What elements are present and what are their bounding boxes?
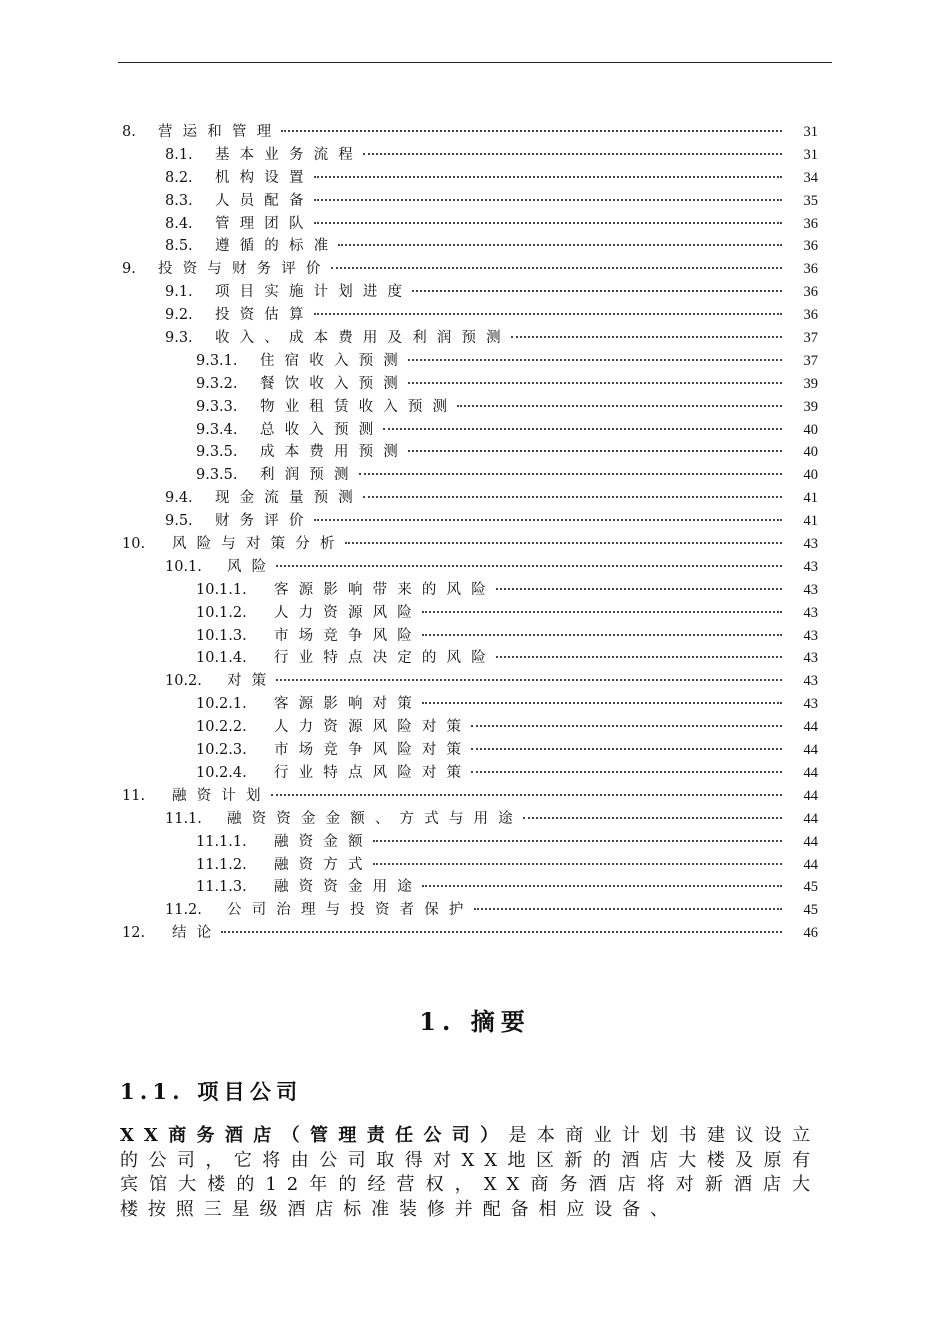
toc-entry-number: 10.2. — [165, 673, 202, 690]
toc-entry[interactable] — [118, 807, 818, 830]
toc-entry-title: 投资估算 — [215, 307, 314, 324]
toc-entry[interactable] — [118, 669, 818, 692]
toc-dot-leader — [496, 588, 782, 590]
toc-entry[interactable] — [118, 166, 818, 189]
toc-entry-title: 餐饮收入预测 — [260, 375, 408, 392]
toc-entry-title: 融资方式 — [274, 856, 373, 873]
toc-dot-leader — [408, 382, 782, 384]
toc-entry[interactable] — [118, 921, 818, 944]
toc-entry-number: 11.1. — [165, 810, 202, 827]
toc-entry-number: 8.3. — [165, 192, 193, 209]
toc-entry-page: 40 — [803, 444, 818, 461]
toc-entry-title: 风险 — [227, 558, 277, 575]
toc-entry[interactable] — [118, 120, 818, 143]
toc-entry-number: 11.1.1. — [196, 833, 247, 850]
toc-entry-page: 41 — [803, 513, 818, 530]
toc-dot-leader — [471, 748, 782, 750]
toc-entry[interactable] — [118, 761, 818, 784]
toc-entry-number: 8.5. — [165, 238, 193, 255]
toc-dot-leader — [276, 679, 782, 681]
toc-entry-page: 43 — [803, 673, 818, 690]
toc-entry-number: 8.4. — [165, 215, 193, 232]
toc-entry-number: 9. — [122, 261, 136, 278]
toc-entry[interactable] — [118, 830, 818, 853]
toc-entry-title: 融资资金用途 — [274, 879, 422, 896]
toc-entry-page: 36 — [803, 284, 818, 301]
toc-entry-number: 9.3.5. — [196, 444, 238, 461]
toc-entry-number: 8.2. — [165, 169, 193, 186]
toc-dot-leader — [511, 336, 782, 338]
toc-entry-number: 11.2. — [165, 902, 202, 919]
toc-entry-page: 45 — [803, 879, 818, 896]
toc-dot-leader — [471, 771, 782, 773]
toc-entry[interactable] — [118, 486, 818, 509]
toc-dot-leader — [276, 565, 782, 567]
toc-entry[interactable] — [118, 738, 818, 761]
toc-entry-page: 46 — [803, 925, 818, 942]
toc-entry[interactable] — [118, 326, 818, 349]
toc-entry-number: 8. — [122, 124, 136, 140]
toc-entry-title: 客源影响对策 — [274, 696, 422, 713]
toc-entry-page: 37 — [803, 330, 818, 347]
toc-entry-title: 物业租赁收入预测 — [260, 398, 458, 415]
toc-entry-title: 人力资源风险对策 — [274, 719, 472, 736]
toc-entry-page: 44 — [803, 810, 818, 827]
toc-entry-title: 利润预测 — [260, 467, 359, 484]
toc-entry-number: 11. — [122, 787, 146, 804]
toc-dot-leader — [422, 702, 782, 704]
toc-entry-title: 人员配备 — [215, 192, 314, 209]
toc-entry-title: 融资资金金额、方式与用途 — [227, 810, 523, 827]
toc-dot-leader — [363, 496, 782, 498]
toc-entry[interactable] — [118, 784, 818, 807]
toc-dot-leader — [221, 931, 782, 933]
toc-entry-title: 营运和管理 — [158, 124, 282, 140]
toc-entry[interactable] — [118, 418, 818, 441]
toc-dot-leader — [408, 450, 782, 452]
toc-entry[interactable] — [118, 898, 818, 921]
toc-entry-number: 10.1.3. — [196, 627, 247, 644]
toc-entry[interactable] — [118, 463, 818, 486]
toc-entry[interactable] — [118, 303, 818, 326]
toc-entry[interactable] — [118, 440, 818, 463]
toc-entry-number: 9.3. — [165, 330, 193, 347]
toc-entry-title: 项目实施计划进度 — [215, 284, 413, 301]
subsection-heading: 1.1. 项目公司 — [120, 1079, 303, 1104]
toc-entry-number: 10.1.4. — [196, 650, 247, 667]
toc-entry-title: 住宿收入预测 — [260, 352, 408, 369]
toc-dot-leader — [271, 794, 782, 796]
toc-entry-title: 基本业务流程 — [215, 146, 363, 163]
toc-entry-page: 31 — [803, 146, 818, 163]
toc-entry-page: 43 — [803, 696, 818, 713]
toc-dot-leader — [281, 130, 782, 132]
toc-dot-leader — [422, 885, 782, 887]
table-of-contents — [118, 120, 818, 944]
toc-entry[interactable] — [118, 578, 818, 601]
toc-entry-title: 行业特点风险对策 — [274, 764, 472, 781]
toc-entry-title: 总收入预测 — [260, 421, 384, 438]
toc-entry-number: 10.1.2. — [196, 604, 247, 621]
toc-entry[interactable] — [118, 257, 818, 280]
header-rule — [118, 62, 832, 63]
toc-entry[interactable] — [118, 601, 818, 624]
toc-entry-number: 10.1. — [165, 558, 202, 575]
toc-entry-number: 10.1.1. — [196, 581, 247, 598]
toc-entry[interactable] — [118, 715, 818, 738]
toc-dot-leader — [331, 267, 782, 269]
toc-dot-leader — [383, 428, 782, 430]
toc-entry-number: 8.1. — [165, 146, 193, 163]
toc-entry-page: 43 — [803, 581, 818, 598]
toc-entry-number: 9.3.3. — [196, 398, 238, 415]
toc-entry-page: 44 — [803, 742, 818, 759]
toc-entry-title: 客源影响带来的风险 — [274, 581, 496, 598]
toc-dot-leader — [314, 222, 782, 224]
toc-entry[interactable] — [118, 395, 818, 418]
toc-entry-page: 41 — [803, 490, 818, 507]
toc-entry-title: 遵循的标准 — [215, 238, 339, 255]
toc-entry-page: 44 — [803, 719, 818, 736]
toc-entry-page: 45 — [803, 902, 818, 919]
toc-entry-title: 行业特点决定的风险 — [274, 650, 496, 667]
toc-entry[interactable] — [118, 509, 818, 532]
toc-entry[interactable] — [118, 234, 818, 257]
toc-dot-leader — [363, 153, 782, 155]
toc-entry-page: 44 — [803, 787, 818, 804]
toc-entry-number: 9.4. — [165, 490, 193, 507]
toc-entry-number: 9.5. — [165, 513, 193, 530]
toc-entry-number: 10.2.3. — [196, 742, 247, 759]
toc-dot-leader — [422, 634, 782, 636]
toc-entry[interactable] — [118, 692, 818, 715]
toc-entry-number: 9.3.4. — [196, 421, 238, 438]
toc-dot-leader — [496, 656, 782, 658]
toc-entry-number: 9.2. — [165, 307, 193, 324]
section-heading: 1. 摘要 — [419, 1007, 531, 1036]
toc-entry-title: 机构设置 — [215, 169, 314, 186]
toc-dot-leader — [338, 244, 782, 246]
toc-dot-leader — [422, 611, 782, 613]
toc-entry-title: 成本费用预测 — [260, 444, 408, 461]
toc-dot-leader — [314, 199, 782, 201]
toc-entry-page: 43 — [803, 650, 818, 667]
toc-entry-page: 36 — [803, 261, 818, 278]
toc-entry-page: 44 — [803, 833, 818, 850]
toc-entry-page: 43 — [803, 536, 818, 553]
toc-entry-title: 结论 — [172, 925, 222, 942]
toc-dot-leader — [373, 863, 782, 865]
toc-dot-leader — [408, 359, 782, 361]
toc-entry-page: 44 — [803, 856, 818, 873]
toc-entry-number: 11.1.2. — [196, 856, 247, 873]
toc-entry-page: 44 — [803, 764, 818, 781]
toc-entry[interactable] — [118, 280, 818, 303]
toc-entry[interactable] — [118, 372, 818, 395]
body-paragraph — [120, 1124, 820, 1222]
toc-entry[interactable] — [118, 624, 818, 647]
toc-entry-page: 39 — [803, 375, 818, 392]
toc-dot-leader — [457, 405, 782, 407]
toc-entry[interactable] — [118, 143, 818, 166]
toc-entry-number: 9.1. — [165, 284, 193, 301]
toc-entry-page: 36 — [803, 238, 818, 255]
toc-entry-number: 9.3.5. — [196, 467, 238, 484]
paragraph-text: 是本商业计划书建议设立的公司，它将由公司取得对XX地区新的酒店大楼及原有宾馆大楼的12年的经营权，XX商务酒店将对新酒店大楼按照三星级酒店标准装修并配备相应设备、 — [120, 1125, 821, 1220]
toc-entry[interactable] — [118, 212, 818, 235]
toc-dot-leader — [314, 519, 782, 521]
toc-entry[interactable] — [118, 189, 818, 212]
toc-dot-leader — [373, 840, 782, 842]
toc-entry-page: 37 — [803, 352, 818, 369]
toc-entry[interactable] — [118, 646, 818, 669]
toc-entry-page: 43 — [803, 604, 818, 621]
toc-dot-leader — [412, 290, 782, 292]
toc-entry-page: 36 — [803, 307, 818, 324]
toc-dot-leader — [314, 176, 782, 178]
toc-entry-page: 34 — [803, 169, 818, 186]
company-name: XX商务酒店（管理责任公司） — [120, 1125, 509, 1146]
toc-entry-title: 管理团队 — [215, 215, 314, 232]
toc-entry-title: 市场竞争风险 — [274, 627, 422, 644]
toc-entry-page: 31 — [803, 124, 818, 140]
toc-entry-number: 11.1.3. — [196, 879, 247, 896]
toc-entry-title: 市场竞争风险对策 — [274, 742, 472, 759]
toc-dot-leader — [359, 473, 782, 475]
toc-entry[interactable] — [118, 532, 818, 555]
toc-entry-title: 融资计划 — [172, 787, 271, 804]
toc-entry-page: 40 — [803, 421, 818, 438]
toc-entry-title: 收入、成本费用及利润预测 — [215, 330, 511, 347]
toc-entry[interactable] — [118, 853, 818, 876]
toc-entry-number: 10.2.1. — [196, 696, 247, 713]
toc-entry-title: 人力资源风险 — [274, 604, 422, 621]
toc-dot-leader — [314, 313, 782, 315]
toc-entry-number: 10. — [122, 536, 146, 553]
toc-dot-leader — [523, 817, 782, 819]
toc-entry-page: 35 — [803, 192, 818, 209]
toc-entry[interactable] — [118, 555, 818, 578]
toc-entry[interactable] — [118, 349, 818, 372]
toc-entry-number: 9.3.1. — [196, 352, 238, 369]
toc-entry-number: 10.2.2. — [196, 719, 247, 736]
toc-entry-page: 36 — [803, 215, 818, 232]
toc-entry-page: 39 — [803, 398, 818, 415]
toc-entry-title: 财务评价 — [215, 513, 314, 530]
toc-entry-title: 对策 — [227, 673, 277, 690]
toc-entry-title: 现金流量预测 — [215, 490, 363, 507]
toc-dot-leader — [474, 908, 783, 910]
toc-dot-leader — [345, 542, 782, 544]
toc-entry-title: 风险与对策分析 — [172, 536, 345, 553]
toc-entry-number: 10.2.4. — [196, 764, 247, 781]
toc-entry-page: 43 — [803, 558, 818, 575]
toc-entry-number: 12. — [122, 925, 146, 942]
toc-entry-page: 40 — [803, 467, 818, 484]
toc-entry-number: 9.3.2. — [196, 375, 238, 392]
toc-entry[interactable] — [118, 875, 818, 898]
toc-entry-page: 43 — [803, 627, 818, 644]
toc-entry-title: 融资金额 — [274, 833, 373, 850]
toc-dot-leader — [471, 725, 782, 727]
toc-entry-title: 公司治理与投资者保护 — [227, 902, 474, 919]
toc-entry-title: 投资与财务评价 — [158, 261, 331, 278]
